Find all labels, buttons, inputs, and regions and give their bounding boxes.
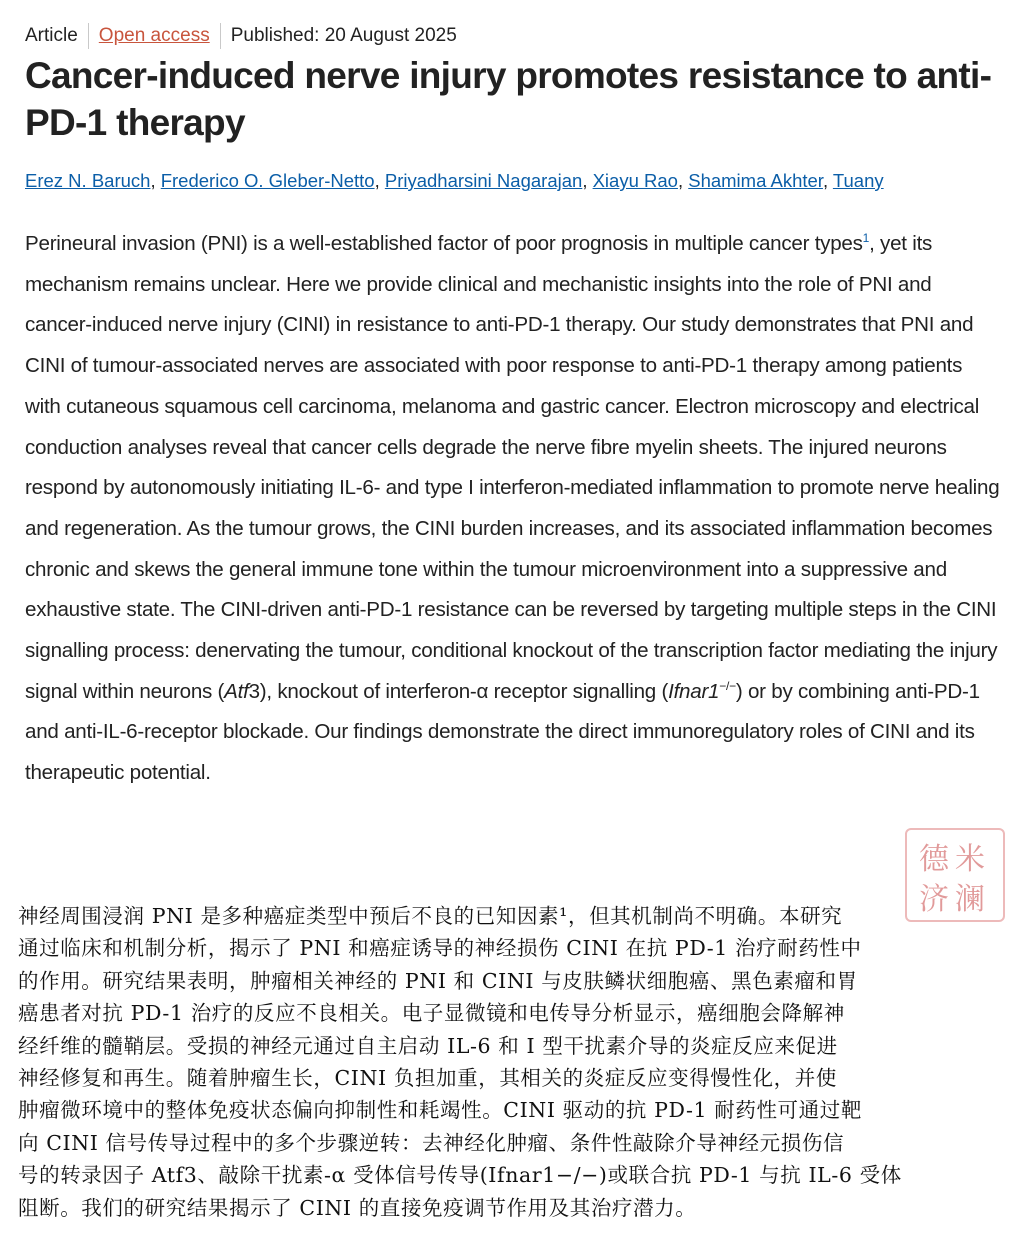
author-link[interactable]: Shamima Akhter: [688, 170, 823, 191]
gene-name: Atf: [224, 679, 249, 703]
author-link[interactable]: Tuany: [832, 170, 884, 191]
reference-link[interactable]: 1: [862, 231, 870, 246]
open-access-link[interactable]: Open access: [98, 25, 210, 46]
author-link[interactable]: Priyadharsini Nagarajan: [384, 170, 583, 191]
published-date: Published: 20 August 2025: [230, 25, 457, 46]
article-meta: [25, 22, 457, 50]
author-link[interactable]: Xiayu Rao: [592, 170, 678, 191]
author-list: Erez N. Baruch, Frederico O. Gleber-Netto, Priyadharsini Nagarajan, Xiayu Rao, Shamima Akhter, Tuany: [25, 170, 884, 191]
abstract: Perineural invasion (PNI) is a well-established factor of poor prognosis in multiple cancer types$^1$, yet its mechanism remains unclear. Here we provide clinical and mechanistic insights into the role of PNI and cancer-induced nerve injury (CINI) in resistance to anti-PD-1 therapy. Our study demonstrates that PNI and CINI of tumour-associated nerves are associated with poor response to anti-PD-1 therapy among patients with cutaneous squamous cell carcinoma, melanoma and gastric cancer. Electron microscopy and electrical conduction analyses reveal that cancer cells degrade the nerve fibre myelin sheets. The injured neurons respond by autonomously initiating IL-6- and type I interferon-mediated inflammation to promote nerve healing and regeneration. As the tumour grows, the CINI burden increases, and its associated inflammation becomes chronic and skews the general immune tone within the tumour microenvironment into a suppressive and exhaustive state. The CINI-driven anti-PD-1 resistance can be reversed by targeting multiple steps in the CINI signalling process: denervating the tumour, conditional knockout of the transcription factor mediating the injury signal within neurons (Atf3), knockout of interferon-α receptor signalling (Ifnar1−/−) or by combining anti-PD-1 and anti-IL-6-receptor blockade. Our findings demonstrate the direct immunoregulatory roles of CINI and its therapeutic potential.: [25, 231, 1000, 785]
meta-divider: [88, 23, 89, 49]
genotype-superscript: −/−: [719, 678, 736, 693]
article-title: Cancer-induced nerve injury promotes resistance to anti-PD-1 therapy: [25, 55, 992, 143]
gene-name: Ifnar1: [668, 679, 720, 703]
article-type: Article: [25, 25, 78, 46]
author-link[interactable]: Frederico O. Gleber-Netto: [160, 170, 375, 191]
author-link[interactable]: Erez N. Baruch: [25, 170, 151, 191]
red-seal-stamp: 米 澜 德 济: [905, 828, 1005, 922]
meta-divider: [220, 23, 221, 49]
chinese-translation: 神经周围浸润 PNI 是多种癌症类型中预后不良的已知因素¹，但其机制尚不明确。本研究 通过临床和机制分析，揭示了 PNI 和癌症诱导的神经损伤 CINI 在抗 PD-1 治疗耐药性中 的作用。研究结果表明，肿瘤相关神经的 PNI 和 CINI 与皮肤鳞状细胞癌、黑色素瘤和胃 癌患者对抗 PD-1 治疗的反应不良相关。电子显微镜和电传导分析显示，癌细胞会降解神 经纤维的髓鞘层。受损的神经元通过自主启动 IL-6 和 I 型干扰素介导的炎症反应来促进 神经修复和再生。随着肿瘤生长，CINI 负担加重，其相关的炎症反应变得慢性化，并使 肿瘤微环境中的整体免疫状态偏向抑制性和耗竭性。CINI 驱动的抗 PD-1 耐药性可通过靶 向 CINI 信号传导过程中的多个步骤逆转：去神经化肿瘤、条件性敲除介导神经元损伤信 号的转录因子 Atf3、敲除干扰素-α 受体信号传导(Ifnar1−/−)或联合抗 PD-1 与抗 IL-6 受体 阻断。我们的研究结果揭示了 CINI 的直接免疫调节作用及其治疗潜力。: [18, 904, 902, 1220]
